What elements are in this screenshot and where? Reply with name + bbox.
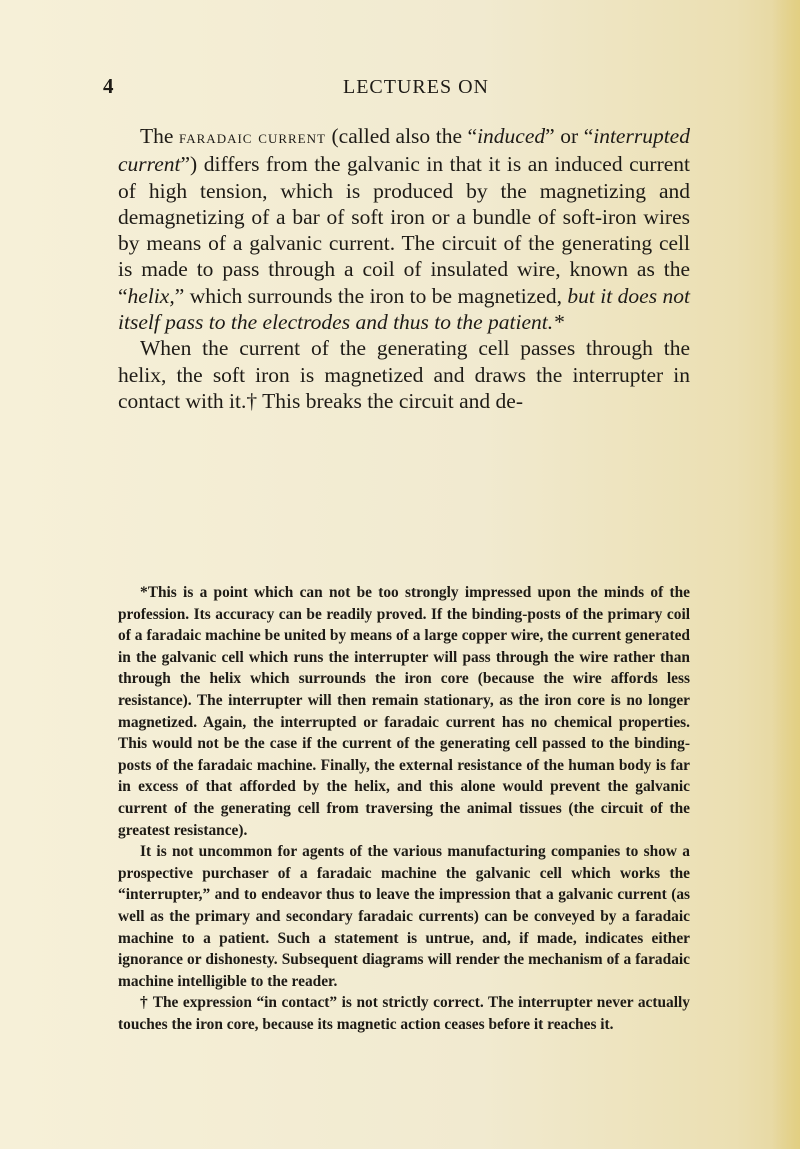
- footnote-dagger: † The expression “in contact” is not strictly correct. The interrupter never actually touches the iron core, because its magnetic action ceases before it reaches it.: [118, 994, 690, 1033]
- running-title: LECTURES ON: [343, 76, 489, 98]
- text-run: ” which surrounds the iron to be magnetized,: [174, 283, 568, 308]
- page-header: [0, 76, 800, 106]
- page-edge-shadow: [772, 0, 800, 1149]
- text-run: The: [140, 124, 179, 148]
- italic-emphasis: but it does not itself pass to the electrodes and thus to the patient.*: [118, 283, 690, 335]
- page-number: 4: [103, 74, 114, 98]
- footnote-asterisk-continued: It is not uncommon for agents of the various manufacturing companies to show a prospective purchaser of a faradaic machine the galvanic cell which works the “interrupter,” and to endeavor thus to leave the impression that a galvanic current (as well as the primary and secondary faradaic currents) can be conveyed by a faradaic machine to a patient. Such a statement is untrue, and, if made, indicates either ignorance or dishonesty. Subsequent diagrams will render the mechanism of a faradaic machine intelligible to the reader.: [118, 843, 690, 990]
- main-text: [118, 123, 690, 414]
- text-run: ” or “: [545, 124, 594, 148]
- paragraph-faradaic-current: [118, 123, 690, 335]
- footnote-asterisk: *This is a point which can not be too strongly impressed upon the minds of the profession. Its accuracy can be readily proved. If the binding-posts of the primary coil of a faradaic machine be united by means of a large copper wire, the current generated in the galvanic cell which runs the interrupter will pass through the wire rather than through the helix which surrounds the iron core (because the wire affords less resistance). The interrupter will then remain stationary, as the iron core is no longer magnetized. Again, the interrupted or faradaic current has no chemical properties. This would not be the case if the current of the generating cell passed to the binding-posts of the faradaic machine. Finally, the external resistance of the human body is far in excess of that afforded by the helix, and this alone would prevent the galvanic current of the generating cell from traversing the animal tissues (the circuit of the greatest resistance).: [118, 584, 690, 839]
- footnotes: [118, 582, 690, 1035]
- italic-term-helix: helix,: [127, 283, 175, 308]
- text-run: ”) differs from the galvanic in that it is an induced current of high tension, which is produced by the magnetizing and demagnetizing of a bar of soft iron or a bundle of soft-iron wires by means of a galvanic current. The circuit of the generating cell is made to pass through a coil of insulated wire, known as the “: [118, 152, 690, 308]
- paragraph-helix: When the current of the generating cell passes through the helix, the soft iron is magnetized and draws the interrupter in contact with it.† This breaks the circuit and de-: [118, 336, 690, 413]
- small-caps-term: faradaic current: [178, 128, 326, 148]
- italic-term-interrupted-current: interrupted current: [118, 124, 690, 177]
- text-run: (called also the “: [325, 124, 478, 148]
- italic-term-induced: induced: [477, 124, 546, 148]
